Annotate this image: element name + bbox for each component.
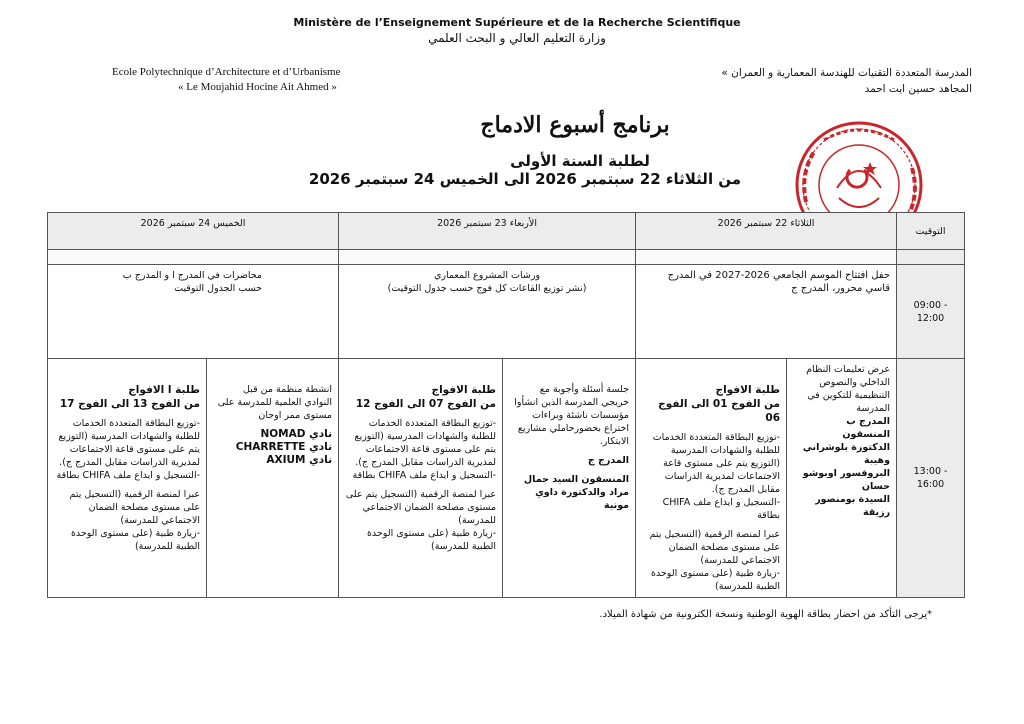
program-subtitle: لطلبة السنة الأولى [510, 152, 650, 170]
admin-chifa-registration: -التسجيل و ايداع ملف CHIFA بطاقة [56, 470, 201, 481]
admin-chifa-registration: -التسجيل و ايداع ملف CHIFA بطاقة [352, 470, 497, 481]
admin-card-distribution: -توزيع البطاقة المتعددة الخدمات للطلبة والشهادات المدرسية (التوزيع يتم على مستوى قاعة الاجتماعات لمديرية الدراسات مقابل المدرج ج). [354, 418, 497, 468]
footnote: *يرجى التأكد من احضار بطاقة الهوية الوطنية ونسخة الكترونية من شهادة الميلاد. [599, 609, 932, 620]
thursday-morning-cell [48, 265, 339, 359]
club-nomad: نادي NOMAD [260, 428, 333, 440]
qa-coordinators: المنسقون السيد جمال مراد والدكتورة داوي مونية [523, 474, 630, 511]
wednesday-morning-cell [339, 265, 636, 359]
ministry-name-ar: وزارة التعليم العالي و البحث العلمي [428, 31, 606, 45]
thursday-clubs-cell [207, 359, 339, 598]
briefing-coordinators-label: المنسقون [842, 429, 891, 440]
school-name-ar-line1: المدرسة المتعددة التقنيات للهندسة المعمارية و العمران » [721, 67, 972, 79]
groups-range: من الفوج 13 الى الفوج 17 [59, 398, 201, 410]
qa-description: جلسة أسئلة وأجوبة مع خريجي المدرسة الذين انشأوا مؤسسات ناشئة وبراءات اختراع بحضورحاملي مشاريع الابتكار. [514, 384, 630, 447]
admin-digital-platform: عبرا لمنصة الرقمية (التسجيل يتم على مستوى مصلحة الضمان الاجتماعي للمدرسة) [649, 529, 781, 566]
program-dates: من الثلاثاء 22 سبتمبر 2026 الى الخميس 24 سبتمبر 2026 [308, 170, 742, 188]
column-header-wednesday: الأربعاء 23 سبتمبر 2026 [339, 213, 636, 250]
table-row-afternoon [48, 359, 965, 598]
admin-medical-visit: -زيارة طبية (على مستوى الوحدة الطبية للمدرسة) [366, 528, 497, 552]
column-header-thursday: الخميس 24 سبتمبر 2026 [48, 213, 339, 250]
briefing-coordinator-2: البروفسور اوبوشو حسان [802, 468, 891, 492]
wednesday-qa-cell [503, 359, 636, 598]
thursday-groups-cell [48, 359, 207, 598]
table-header-row [48, 213, 965, 250]
thursday-morning-line2: حسب الجدول التوقيت [174, 283, 263, 294]
clubs-description: انشطة منظمة من قبل النوادي العلمية للمدرسة على مستوى ممر اوجان [217, 384, 333, 421]
wednesday-groups-cell [339, 359, 503, 598]
wednesday-morning-line1: ورشات المشروع المعماري [434, 270, 541, 281]
club-charrette: نادي CHARRETTE [235, 441, 333, 453]
school-name-ar-line2: المجاهد حسين ايت احمد [864, 83, 972, 95]
column-header-time: التوقيت [897, 213, 965, 250]
admin-card-distribution: -توزيع البطاقة المتعددة الخدمات للطلبة والشهادات المدرسية (التوزيع يتم على مستوى قاعة الاجتماعات لمديرية الدراسات مقابل المدرج ج). [58, 418, 201, 468]
admin-digital-platform: عبرا لمنصة الرقمية (التسجيل يتم على مستوى مصلحة الضمان الاجتماعي للمدرسة) [69, 489, 201, 526]
ministry-name-fr: Ministère de l’Enseignement Supérieure et de la Recherche Scientifique [293, 16, 741, 29]
admin-digital-platform: عبرا لمنصة الرقمية (التسجيل يتم على مستوى مصلحة الضمان الاجتماعي للمدرسة) [345, 489, 497, 526]
groups-label: طلبة الافواج [431, 384, 497, 396]
groups-range: من الفوج 07 الى الفوج 12 [355, 398, 497, 410]
groups-label: طلبة الافواج [715, 384, 781, 396]
qa-venue: المدرج ج [587, 455, 630, 466]
groups-range: من الفوج 01 الى الفوج 06 [658, 398, 781, 424]
wednesday-morning-line2: (نشر توزيع القاعات كل فوج حسب جدول التوقيت) [387, 283, 587, 294]
program-title: برنامج أسبوع الادماج [480, 112, 670, 138]
thursday-morning-line1: محاضرات في المدرج ا و المدرج ب [122, 270, 263, 281]
admin-chifa-registration: -التسجيل و ايداع ملف CHIFA بطاقة [662, 497, 781, 521]
admin-medical-visit: -زيارة طبية (على مستوى الوحدة الطبية للمدرسة) [650, 568, 781, 592]
table-spacer-row [48, 250, 965, 265]
briefing-description: عرض تعليمات النظام الداخلي والنصوص التنظيمية للتكوين في المدرسة [806, 364, 891, 414]
table-row-morning [48, 265, 965, 359]
tuesday-groups-cell [636, 359, 787, 598]
groups-label: طلبة ا الافواج [128, 384, 201, 396]
school-name-fr [112, 65, 340, 95]
school-name-ar [612, 65, 972, 97]
time-slot-morning: 09:00 - 12:00 [897, 265, 965, 359]
admin-card-distribution: -توزيع البطاقة المتعددة الخدمات للطلبة والشهادات المدرسية (التوزيع يتم على مستوى قاعة الاجتماعات لمديرية الدراسات مقابل المدرج ج). [652, 432, 781, 495]
club-axium: نادي AXIUM [266, 454, 333, 466]
tuesday-morning-cell: حفل افتتاح الموسم الجامعي 2026-2027 في المدرج قاسي محرور، المدرج ج [636, 265, 897, 359]
column-header-tuesday: الثلاثاء 22 سبتمبر 2026 [636, 213, 897, 250]
admin-medical-visit: -زيارة طبية (على مستوى الوحدة الطبية للمدرسة) [70, 528, 201, 552]
tuesday-briefing-cell [787, 359, 897, 598]
time-slot-afternoon: 13:00 - 16:00 [897, 359, 965, 598]
briefing-coordinator-3: السيدة بومنصور رزيقة [815, 494, 891, 518]
school-name-fr-line2: « Le Moujahid Hocine Ait Ahmed » [178, 81, 337, 93]
program-table [47, 212, 965, 598]
school-name-fr-line1: Ecole Polytechnique d’Architecture et d’Urbanisme [112, 66, 341, 78]
briefing-coordinator-1: الدكتورة بلوشراني وهيبة [802, 442, 891, 466]
briefing-venue: المدرج ب [846, 416, 891, 427]
